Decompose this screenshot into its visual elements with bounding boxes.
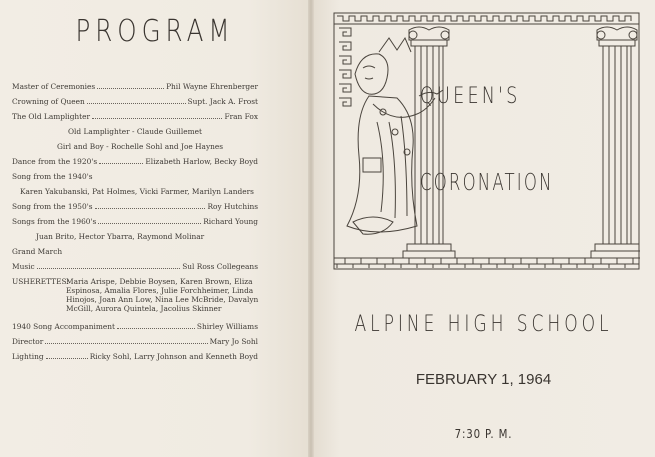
row-value: Phil Wayne Ehrenberger <box>166 82 258 91</box>
row-value: Mary Jo Sohl <box>209 337 258 346</box>
program-title: PROGRAM <box>75 14 235 49</box>
usherettes-line: McGill, Aurora Quintela, Jacolius Skinner <box>66 304 222 313</box>
row-value: Richard Young <box>203 217 258 226</box>
usherettes-label: USHERETTES: <box>12 277 70 286</box>
program-row-music <box>12 262 258 271</box>
cover-queens: QUEEN'S <box>420 84 521 109</box>
program-row-accompaniment <box>12 322 258 331</box>
usherettes-line: Maria Arispe, Debbie Boysen, Karen Brown, Eliza <box>66 277 253 286</box>
row-value: Elizabeth Harlow, Becky Boyd <box>145 157 258 166</box>
program-row-songs1960 <box>12 217 258 226</box>
program-row-lighting <box>12 352 258 361</box>
row-label: Lighting <box>12 352 44 361</box>
row-label: Songs from the 1960's <box>12 217 97 226</box>
song1940-sub: Karen Yakubanski, Pat Holmes, Vicki Farmer, Marilyn Landers <box>20 187 254 196</box>
row-label: Dance from the 1920's <box>12 157 98 166</box>
right-column <box>591 27 640 258</box>
usherettes-line: Espinosa, Amalia Flores, Julie Forchheimer, Linda <box>66 286 254 295</box>
cover-time: 7:30 P. M. <box>454 427 513 441</box>
cover-school: ALPINE HIGH SCHOOL <box>354 312 613 337</box>
left-column <box>403 27 455 258</box>
row-label: Director <box>12 337 44 346</box>
program-row-director <box>12 337 258 346</box>
cover-coronation: CORONATION <box>420 170 554 196</box>
queen-figure <box>347 38 443 234</box>
row-label: Music <box>12 262 35 271</box>
song1940-label: Song from the 1940's <box>12 172 93 181</box>
program-row-song1950 <box>12 202 258 211</box>
row-value: Ricky Sohl, Larry Johnson and Kenneth Boyd <box>89 352 258 361</box>
program-page <box>0 0 310 457</box>
row-value: Roy Hutchins <box>207 202 258 211</box>
program-row-master <box>12 82 258 91</box>
cover-date: FEBRUARY 1, 1964 <box>415 371 552 388</box>
row-label: Song from the 1950's <box>12 202 93 211</box>
page-fold <box>308 0 314 457</box>
coronation-illustration <box>333 12 640 270</box>
program-row-crowning <box>12 97 258 106</box>
row-label: Crowning of Queen <box>12 97 85 106</box>
row-label: 1940 Song Accompaniment <box>12 322 115 331</box>
songs1960-sub: Juan Brito, Hector Ybarra, Raymond Molinar <box>36 232 205 241</box>
program-row-dance1920 <box>12 157 258 166</box>
row-value: Fran Fox <box>224 112 258 121</box>
grand-march: Grand March <box>12 247 63 256</box>
program-row-lamplighter <box>12 112 258 121</box>
row-label: Master of Ceremonies <box>12 82 96 91</box>
row-label: The Old Lamplighter <box>12 112 91 121</box>
left-greek-key <box>339 28 351 106</box>
row-value: Shirley Williams <box>196 322 258 331</box>
lamplighter-sub1: Old Lamplighter - Claude Guillemet <box>68 127 202 136</box>
row-value: Sul Ross Collegeans <box>182 262 258 271</box>
lamplighter-sub2: Girl and Boy - Rochelle Sohl and Joe Haynes <box>57 142 224 151</box>
usherettes-line: Hinojos, Joan Ann Low, Nina Lee McBride, Davalyn <box>66 295 259 304</box>
row-value: Supt. Jack A. Frost <box>187 97 258 106</box>
